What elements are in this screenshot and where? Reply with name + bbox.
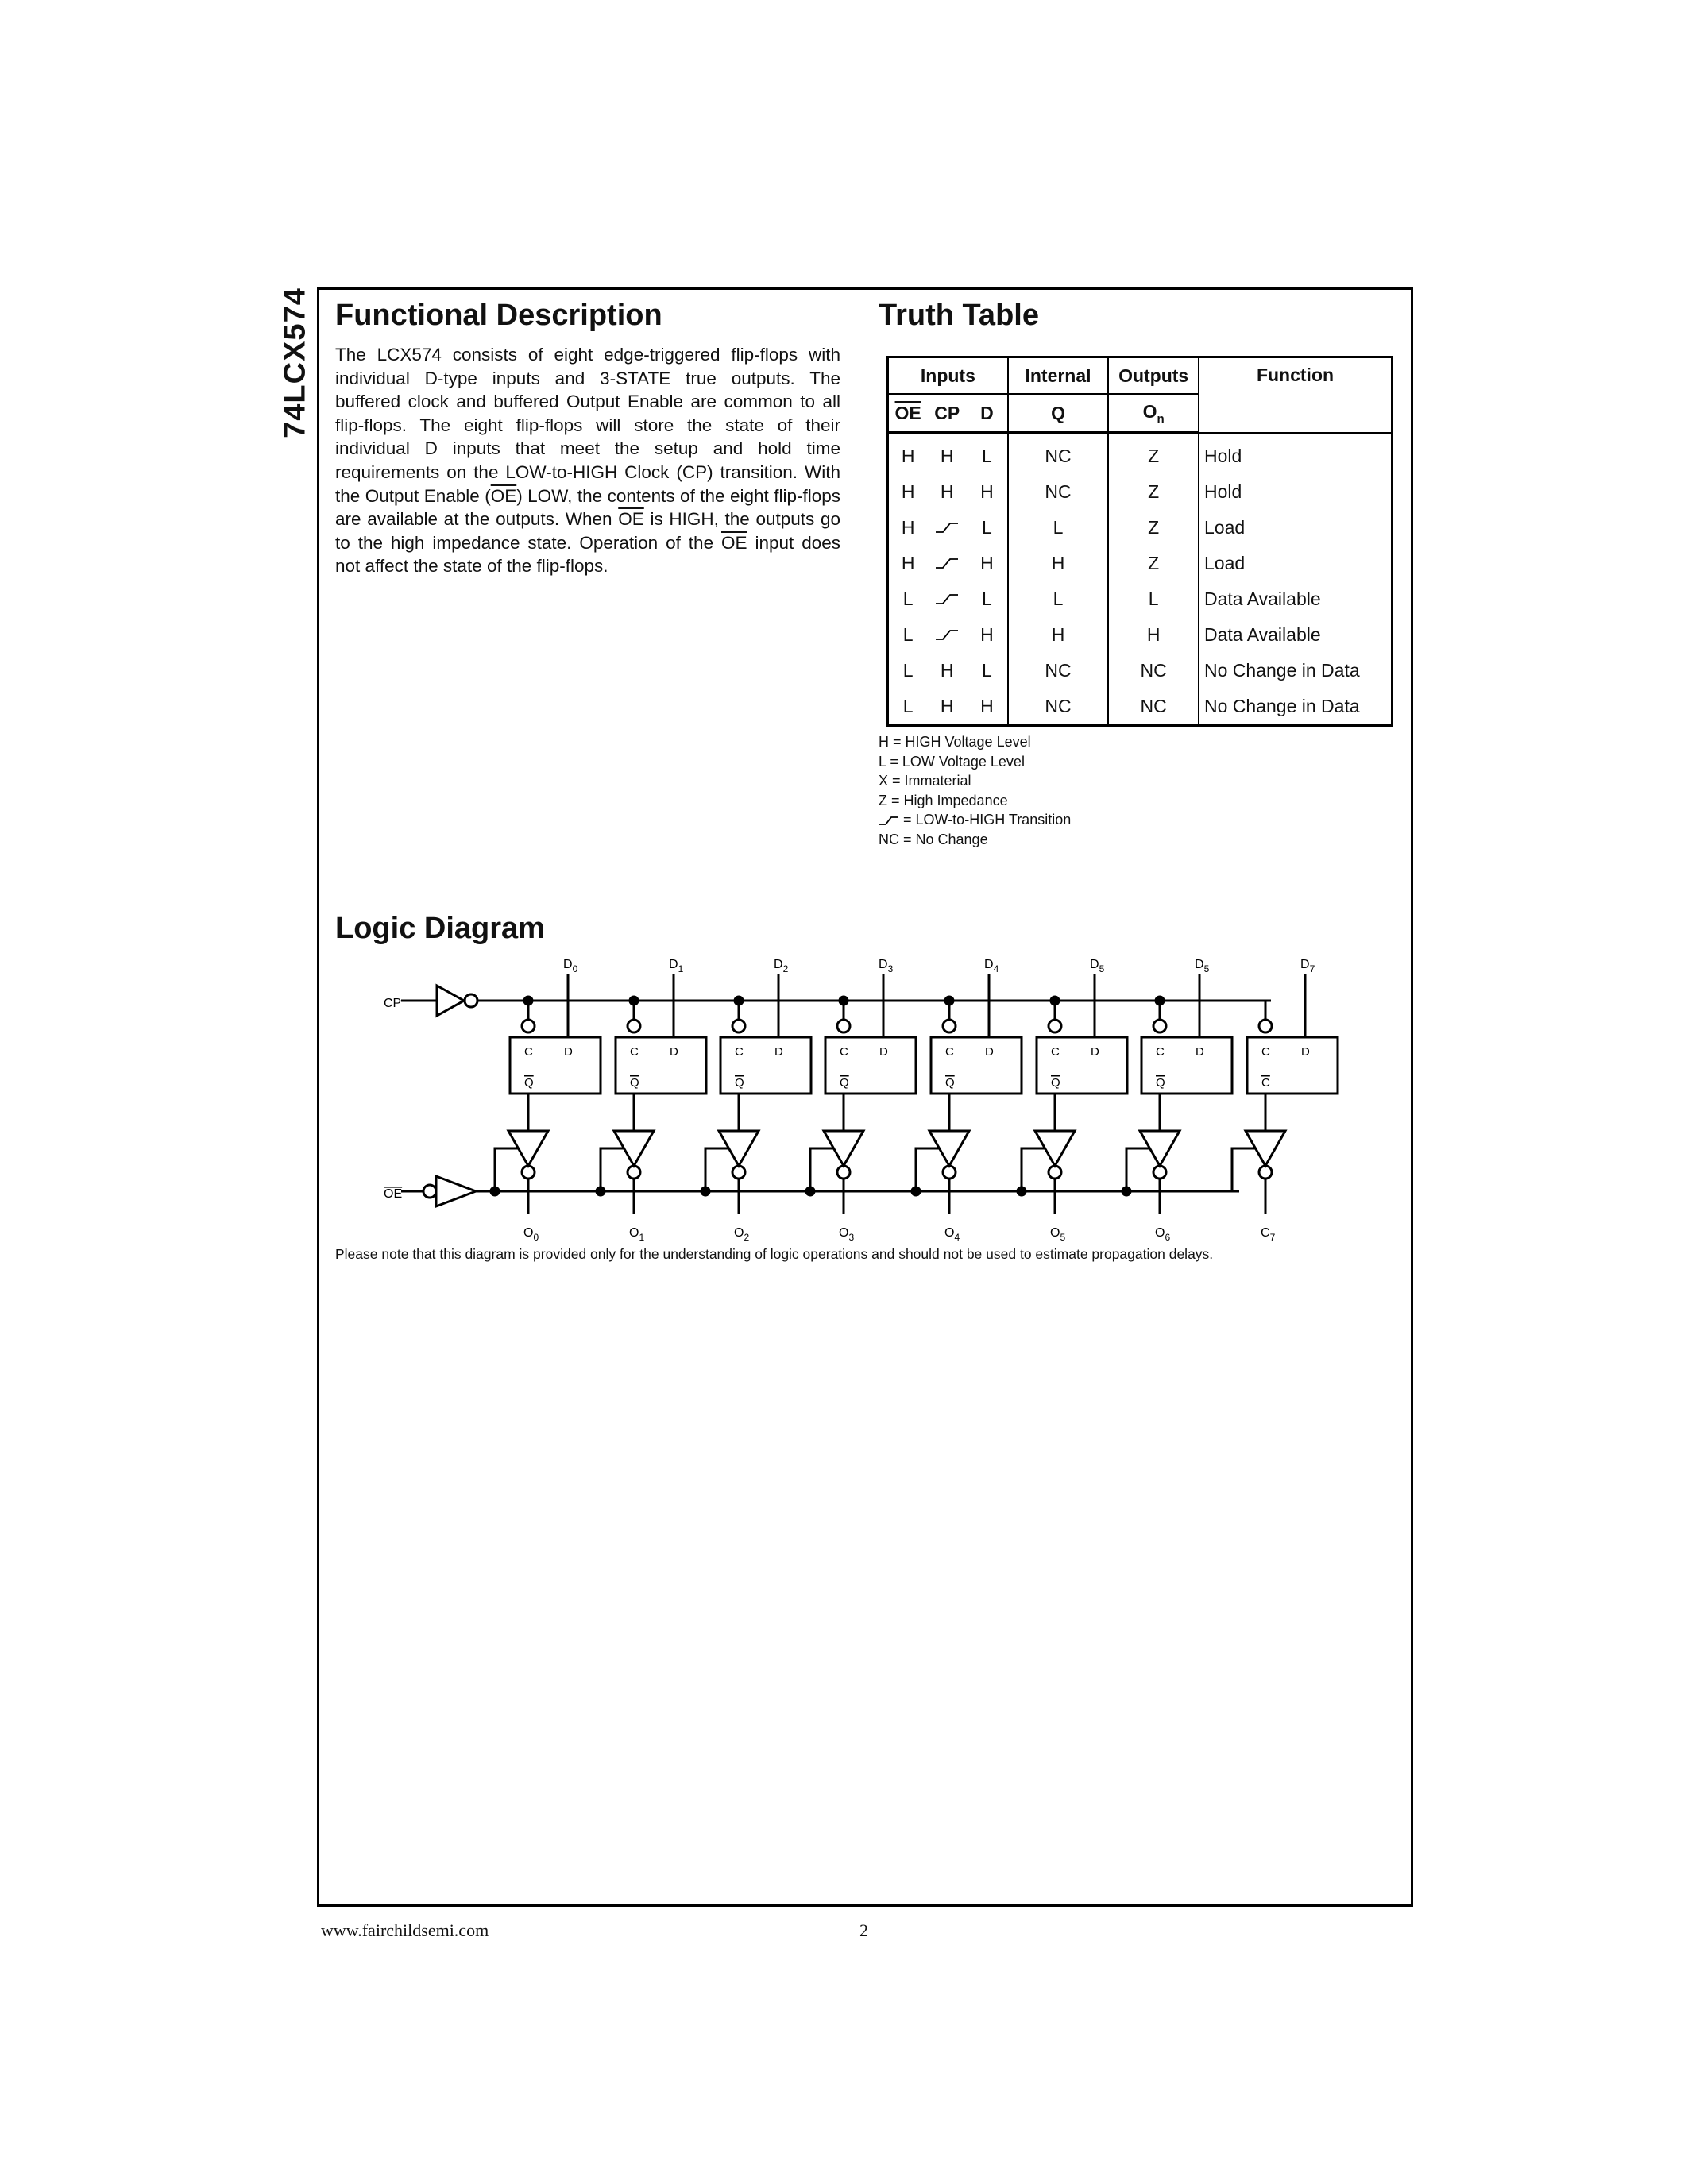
data-input-label: $D_5$ [1090,958,1105,974]
header-cp: CP [927,394,967,433]
cell-on: Z [1108,474,1199,510]
cell-oe: H [888,433,928,475]
legend-item: = LOW-to-HIGH Transition [879,810,1071,830]
ff-d-label: D [670,1045,678,1059]
cell-cp: H [940,481,954,502]
cell-q: NC [1008,653,1109,689]
part-number-vertical: 74LCX574 [278,287,312,438]
output-label: $O_0$ [523,1226,539,1243]
functional-description-text: The LCX574 consists of eight edge-triggered flip-flops with individual D-type inputs and 3-STATE true outputs. The buffered clock and buffered Output Enable are common to all flip-flops. The eight flip-flops will store the state of their individual D inputs that meet the setup and hold time requirements on the LOW-to-HIGH Clock (CP) transition. With the Output Enable $(\overline{OE})$ LOW, the contents of the eight flip-flops are available at the outputs. When $\overline{OE}$ is HIGH, the outputs go to the high impedance state. Operation of the $\overline{OE}$ input does not affect the state of the flip-flops. [335,345,840,577]
header-d: D [967,394,1008,433]
ff-clock-label: C [1261,1045,1270,1059]
cell-q: H [1008,617,1109,653]
cell-d: H [967,474,1008,510]
rising-edge-icon [935,592,959,605]
rising-edge-icon [935,628,959,641]
truth-table-row [888,433,1393,475]
truth-table-row [888,510,1393,546]
footer-url: www.fairchildsemi.com [321,1920,489,1940]
cell-on: Z [1108,546,1199,581]
logic-diagram-heading: Logic Diagram [335,912,545,945]
cell-q: NC [1008,689,1109,726]
legend-item: L = LOW Voltage Level [879,753,1025,770]
output-label: $O_4$ [944,1226,960,1243]
ff-clock-label: C [630,1045,639,1059]
cell-q: L [1008,510,1109,546]
cell-oe: H [888,510,928,546]
header-on: $O_n$ [1108,394,1199,433]
cell-d: L [967,433,1008,475]
cell-function: Hold [1199,474,1392,510]
cell-cp [927,617,967,653]
ff-q-label: Q [524,1076,534,1090]
truth-table-row [888,546,1393,581]
output-label: $O_1$ [629,1226,645,1243]
cell-function: Hold [1199,433,1392,475]
header-internal: Internal [1008,357,1109,395]
cell-q: H [1008,546,1109,581]
legend-item: NC = No Change [879,831,988,847]
cell-q: L [1008,581,1109,617]
ff-q-label: Q [1156,1076,1165,1090]
ff-d-label: D [985,1045,994,1059]
ff-d-label: D [1196,1045,1204,1059]
cell-d: H [967,546,1008,581]
output-label: $C_7$ [1261,1226,1276,1243]
cell-on: NC [1108,689,1199,726]
cell-oe: L [888,689,928,726]
functional-description-heading: Functional Description [335,299,662,332]
cell-function: No Change in Data [1199,689,1392,726]
header-inputs: Inputs [888,357,1008,395]
truth-table-heading: Truth Table [879,299,1039,332]
data-input-label: $D_0$ [563,958,578,974]
ff-clock-label: C [735,1045,744,1059]
truth-table-row [888,617,1393,653]
output-label: $O_5$ [1050,1226,1066,1243]
data-input-label: $D_7$ [1300,958,1315,974]
truth-table-row [888,474,1393,510]
ff-d-label: D [774,1045,783,1059]
cell-function: Data Available [1199,617,1392,653]
ff-q-label: Q [630,1076,639,1090]
legend-item: X = Immaterial [879,773,971,789]
truth-table-row [888,581,1393,617]
ff-q-label: Q [735,1076,744,1090]
cell-d: L [967,653,1008,689]
data-input-label: $D_1$ [669,958,684,974]
rising-edge-icon [935,521,959,534]
cell-on: H [1108,617,1199,653]
truth-table-row [888,689,1393,726]
data-input-label: $D_4$ [984,958,999,974]
cell-cp [927,546,967,581]
ff-d-label: D [879,1045,888,1059]
cell-q: NC [1008,474,1109,510]
footer-page-number: 2 [859,1920,868,1940]
cell-cp [927,510,967,546]
ff-q-label: C [1261,1076,1270,1090]
oe-label: OE [384,1187,403,1201]
output-label: $O_6$ [1155,1226,1171,1243]
header-function: Function [1199,357,1392,433]
truth-table-legend [879,732,1071,849]
ff-d-label: D [564,1045,573,1059]
ff-d-label: D [1301,1045,1310,1059]
cell-cp: H [940,660,954,681]
cell-cp: H [940,446,954,466]
cell-oe: H [888,546,928,581]
ff-clock-label: C [524,1045,533,1059]
ff-q-label: Q [945,1076,955,1090]
cell-oe: H [888,474,928,510]
rising-edge-icon [935,557,959,569]
ff-q-label: Q [1051,1076,1060,1090]
cell-function: Load [1199,546,1392,581]
ff-clock-label: C [1051,1045,1060,1059]
data-input-label: $D_3$ [879,958,894,974]
header-outputs: Outputs [1108,357,1199,395]
output-label: $O_2$ [734,1226,750,1243]
data-input-label: $D_5$ [1195,958,1210,974]
cell-function: Data Available [1199,581,1392,617]
cell-cp [927,581,967,617]
ff-d-label: D [1091,1045,1099,1059]
cell-oe: L [888,653,928,689]
cell-on: NC [1108,653,1199,689]
cell-on: Z [1108,510,1199,546]
output-label: $O_3$ [839,1226,855,1243]
header-oe: $\overline{OE}$ [888,394,928,433]
cell-oe: L [888,581,928,617]
cell-d: H [967,689,1008,726]
cell-oe: L [888,617,928,653]
legend-item: Z = High Impedance [879,792,1008,808]
rising-edge-icon [879,815,899,826]
cp-label: CP [384,997,402,1010]
cell-d: L [967,510,1008,546]
cell-function: No Change in Data [1199,653,1392,689]
cell-cp: H [927,689,967,726]
logic-diagram-note: Please note that this diagram is provided only for the understanding of logic operations and should not be used to estimate propagation delays. [335,1246,1214,1262]
truth-table-row [888,653,1393,689]
cell-q: NC [1008,433,1109,475]
cell-on: L [1108,581,1199,617]
cell-on: Z [1108,433,1199,475]
header-q: Q [1008,394,1109,433]
ff-clock-label: C [1156,1045,1165,1059]
ff-clock-label: C [945,1045,954,1059]
ff-q-label: Q [840,1076,849,1090]
ff-clock-label: C [840,1045,848,1059]
cell-d: H [967,617,1008,653]
data-input-label: $D_2$ [774,958,789,974]
legend-item: H = HIGH Voltage Level [879,734,1031,750]
truth-table [886,356,1393,727]
cell-function: Load [1199,510,1392,546]
cell-d: L [967,581,1008,617]
